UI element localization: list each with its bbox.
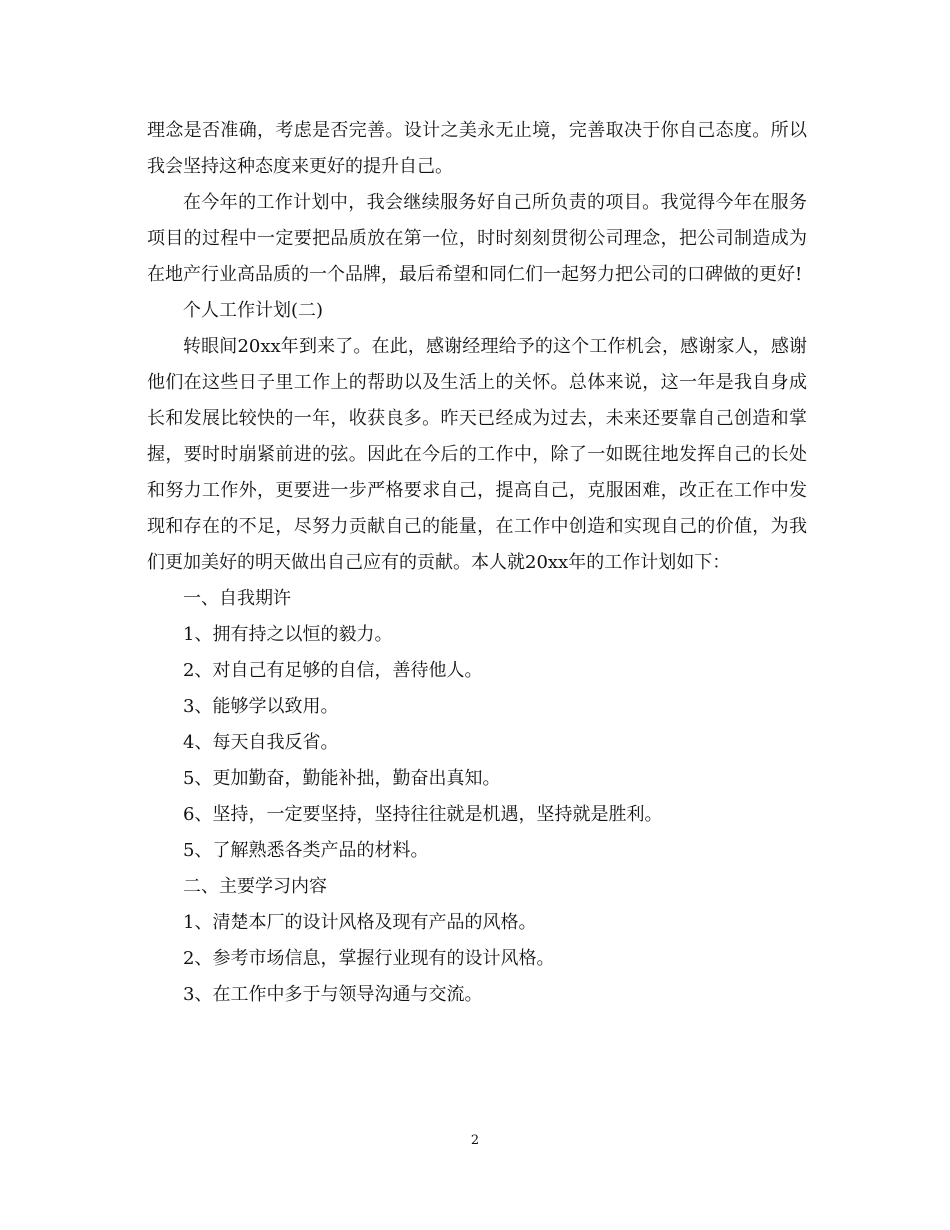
list-item: 5、了解熟悉各类产品的材料。 xyxy=(183,840,429,861)
list-item: 2、对自己有足够的自信，善待他人。 xyxy=(183,660,483,681)
paragraph: 在今年的工作计划中，我会继续服务好自己所负责的项目。我觉得今年在服务项目的过程中一定要把品质放在第一位，时时刻刻贯彻公司理念，把公司制造成为在地产行业高品质的一个品牌，最后希望和同仁们一起努力把公司的口碑做的更好! xyxy=(147,192,807,285)
list-item: 5、更加勤奋，勤能补拙，勤奋出真知。 xyxy=(183,768,501,789)
section-heading: 二、主要学习内容 xyxy=(183,876,327,897)
section-heading: 个人工作计划(二) xyxy=(183,300,324,321)
paragraph: 转眼间20xx年到来了。在此，感谢经理给予的这个工作机会，感谢家人，感谢他们在这些日子里工作上的帮助以及生活上的关怀。总体来说，这一年是我自身成长和发展比较快的一年，收获良多。昨天已经成为过去，未来还要靠自己创造和掌握，要时时崩紧前进的弦。因此在今后的工作中，除了一如既往地发挥自己的长处和努力工作外，更要进一步严格要求自己，提高自己，克服困难，改正在工作中发现和存在的不足，尽努力贡献自己的能量，在工作中创造和实现自己的价值，为我们更加美好的明天做出自己应有的贡献。本人就20xx年的工作计划如下： xyxy=(147,336,807,573)
list-item: 3、在工作中多于与领导沟通与交流。 xyxy=(183,984,483,1005)
list-item: 1、拥有持之以恒的毅力。 xyxy=(183,624,393,645)
list-item: 6、坚持，一定要坚持，坚持往往就是机遇，坚持就是胜利。 xyxy=(183,804,663,825)
list-item: 2、参考市场信息，掌握行业现有的设计风格。 xyxy=(183,948,555,969)
list-item: 1、清楚本厂的设计风格及现有产品的风格。 xyxy=(183,912,537,933)
paragraph: 理念是否准确，考虑是否完善。设计之美永无止境，完善取决于你自己态度。所以我会坚持这种态度来更好的提升自己。 xyxy=(147,120,807,177)
list-item: 4、每天自我反省。 xyxy=(183,732,339,753)
document-body xyxy=(147,113,807,1013)
list-item: 3、能够学以致用。 xyxy=(183,696,339,717)
page-number: 2 xyxy=(470,1133,480,1148)
section-heading: 一、自我期许 xyxy=(183,588,291,609)
